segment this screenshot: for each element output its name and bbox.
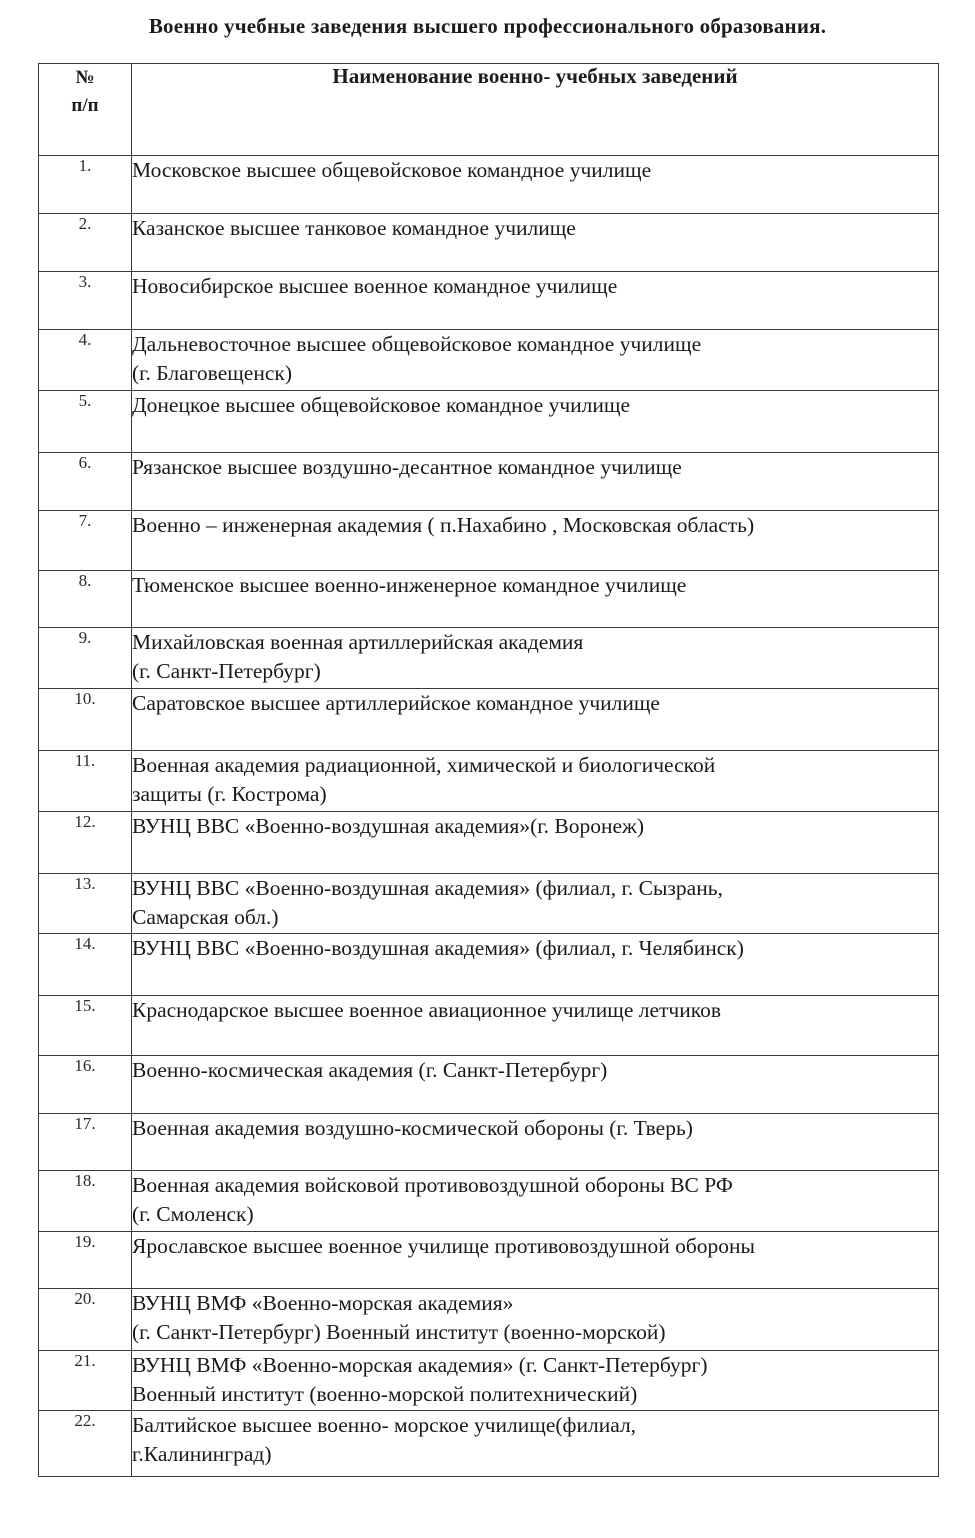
institution-name-line: Московское высшее общевойсковое командное училище — [132, 158, 652, 182]
row-number: 12. — [39, 812, 132, 874]
institution-name-line: Казанское высшее танковое командное училище — [132, 216, 576, 240]
row-number: 6. — [39, 453, 132, 511]
institution-name-line: Краснодарское высшее военное авиационное училище летчиков — [132, 998, 721, 1022]
page-title: Военно учебные заведения высшего профессионального образования. — [148, 14, 827, 38]
row-number: 2. — [39, 214, 132, 272]
table-row — [39, 214, 939, 272]
institution-name-line: (г. Благовещенск) — [132, 361, 292, 385]
institution-name-line: Военно-космическая академия (г. Санкт-Петербург) — [132, 1058, 608, 1082]
institution-name — [132, 1114, 939, 1171]
institution-name — [132, 1232, 939, 1289]
institution-name-line: Донецкое высшее общевойсковое командное училище — [132, 393, 631, 417]
table-row — [39, 874, 939, 934]
institution-name-line: Рязанское высшее воздушно-десантное командное училище — [132, 455, 682, 479]
institution-name — [132, 156, 939, 214]
row-number: 1. — [39, 156, 132, 214]
row-number: 18. — [39, 1171, 132, 1232]
institution-name — [132, 571, 939, 628]
row-number: 21. — [39, 1351, 132, 1411]
row-number: 3. — [39, 272, 132, 330]
institution-name-line: Самарская обл.) — [132, 905, 279, 929]
number-sign: № — [75, 67, 95, 88]
table-row — [39, 453, 939, 511]
institution-name-line: г.Калининград) — [132, 1442, 272, 1466]
row-number: 13. — [39, 874, 132, 934]
institution-name-line: Военная академия воздушно-космической обороны (г. Тверь) — [132, 1116, 693, 1140]
row-number: 8. — [39, 571, 132, 628]
institution-name-line: ВУНЦ ВВС «Военно-воздушная академия»(г. Воронеж) — [132, 814, 645, 838]
institution-name — [132, 1171, 939, 1232]
institution-name — [132, 1056, 939, 1114]
row-number: 17. — [39, 1114, 132, 1171]
institution-name — [132, 453, 939, 511]
number-column-header — [39, 64, 132, 156]
institution-name-line: (г. Санкт-Петербург) Военный институт (военно-морской) — [132, 1320, 666, 1344]
row-number: 20. — [39, 1289, 132, 1351]
schools-table — [38, 63, 939, 1477]
table-row — [39, 628, 939, 689]
table-row — [39, 156, 939, 214]
number-abbrev: п/п — [71, 95, 99, 116]
institution-name — [132, 511, 939, 571]
table-row — [39, 934, 939, 996]
table-row — [39, 1351, 939, 1411]
institution-name — [132, 330, 939, 391]
institution-name-line: Михайловская военная артиллерийская академия — [132, 630, 584, 654]
row-number: 9. — [39, 628, 132, 689]
institution-name-line: ВУНЦ ВВС «Военно-воздушная академия» (филиал, г. Сызрань, — [132, 876, 723, 900]
institution-name-line: Саратовское высшее артиллерийское командное училище — [132, 691, 660, 715]
institution-name-line: Военно – инженерная академия ( п.Нахабино , Московская область) — [132, 513, 755, 537]
institution-name-line: ВУНЦ ВМФ «Военно-морская академия» (г. Санкт-Петербург) — [132, 1353, 708, 1377]
table-row — [39, 391, 939, 453]
table-row — [39, 812, 939, 874]
table-body — [39, 156, 939, 1477]
table-row — [39, 272, 939, 330]
institution-name — [132, 996, 939, 1056]
institution-name — [132, 272, 939, 330]
institution-name-line: Военная академия радиационной, химической и биологической — [132, 753, 716, 777]
institution-name — [132, 1351, 939, 1411]
institution-name — [132, 812, 939, 874]
institution-name-line: Дальневосточное высшее общевойсковое командное училище — [132, 332, 702, 356]
table-row — [39, 1114, 939, 1171]
row-number: 5. — [39, 391, 132, 453]
table-row — [39, 511, 939, 571]
institution-name — [132, 934, 939, 996]
table-row — [39, 751, 939, 812]
institution-name — [132, 1411, 939, 1477]
institution-name-line: ВУНЦ ВВС «Военно-воздушная академия» (филиал, г. Челябинск) — [132, 936, 744, 960]
table-row — [39, 330, 939, 391]
row-number: 7. — [39, 511, 132, 571]
row-number: 16. — [39, 1056, 132, 1114]
table-row — [39, 996, 939, 1056]
institution-name-line: (г. Санкт-Петербург) — [132, 659, 321, 683]
table-row — [39, 1171, 939, 1232]
institution-name-line: Новосибирское высшее военное командное училище — [132, 274, 618, 298]
row-number: 15. — [39, 996, 132, 1056]
table-row — [39, 1232, 939, 1289]
institution-name-line: защиты (г. Кострома) — [132, 782, 327, 806]
row-number: 4. — [39, 330, 132, 391]
name-column-header: Наименование военно- учебных заведений — [132, 64, 939, 156]
row-number: 10. — [39, 689, 132, 751]
table-row — [39, 1056, 939, 1114]
table-header-row — [39, 64, 939, 156]
institution-name-line: ВУНЦ ВМФ «Военно-морская академия» — [132, 1291, 514, 1315]
institution-name-line: Ярославское высшее военное училище противовоздушной обороны — [132, 1234, 755, 1258]
institution-name-line: Военный институт (военно-морской политехнический) — [132, 1382, 638, 1406]
table-row — [39, 1411, 939, 1477]
row-number: 14. — [39, 934, 132, 996]
institution-name — [132, 689, 939, 751]
row-number: 19. — [39, 1232, 132, 1289]
institution-name-line: Тюменское высшее военно-инженерное командное училище — [132, 573, 687, 597]
table-row — [39, 689, 939, 751]
row-number: 22. — [39, 1411, 132, 1477]
institution-name — [132, 751, 939, 812]
table-row — [39, 1289, 939, 1351]
institution-name — [132, 1289, 939, 1351]
institution-name — [132, 214, 939, 272]
institution-name — [132, 628, 939, 689]
institution-name — [132, 391, 939, 453]
table-row — [39, 571, 939, 628]
row-number: 11. — [39, 751, 132, 812]
institution-name-line: Балтийское высшее военно- морское училище(филиал, — [132, 1413, 637, 1437]
institution-name-line: (г. Смоленск) — [132, 1202, 254, 1226]
institution-name-line: Военная академия войсковой противовоздушной обороны ВС РФ — [132, 1173, 733, 1197]
institution-name — [132, 874, 939, 934]
